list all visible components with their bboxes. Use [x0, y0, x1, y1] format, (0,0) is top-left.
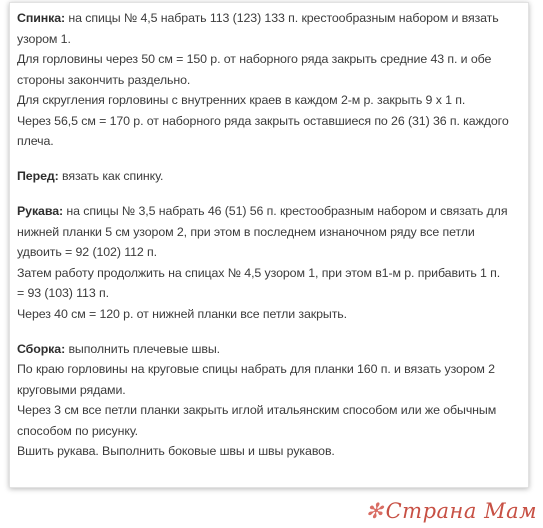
star-icon: ✻	[365, 499, 384, 523]
section-heading: Перед:	[17, 169, 59, 183]
paragraph: Через 40 см = 120 р. от нижней планки все петли закрыть.	[17, 306, 347, 321]
section-heading: Сборка:	[17, 341, 66, 356]
paragraph-text: на спицы № 3,5 набрать 46 (51) 56 п. крестообразным набором и связать для нижней планки 5 см узором 2, при этом в последнем изнаночном ряду все петли удвоить = 92 (102) 112 п.	[17, 204, 508, 259]
section-assembly	[17, 339, 524, 462]
section-heading: Спинка:	[17, 11, 66, 25]
section-back	[17, 8, 524, 152]
paragraph	[17, 201, 524, 263]
paragraph	[17, 8, 524, 49]
paragraph-text: на спицы № 4,5 набрать 113 (123) 133 п. крестообразным набором и вязать узором 1.	[17, 11, 499, 46]
section-sleeves	[17, 201, 524, 324]
paragraph-text: выполнить плечевые швы.	[68, 341, 220, 356]
paragraph: Затем работу продолжить на спицах № 4,5 узором 1, при этом в1-м р. прибавить 1 п. = 93 (103) 113 п.	[17, 265, 501, 300]
watermark-text: Страна Мам	[385, 499, 537, 523]
paragraph: По краю горловины на круговые спицы набрать для планки 160 п. и вязать узором 2 круговыми рядами.	[17, 362, 495, 397]
paragraph: Через 56,5 см = 170 р. от наборного ряда закрыть оставшиеся по 26 (31) 36 п. каждого плеча.	[17, 113, 509, 148]
paragraph: Через 3 см все петли планки закрыть иглой итальянским способом или же обычным способом по рисунку.	[17, 403, 497, 438]
paragraph: Для горловины через 50 см = 150 р. от наборного ряда закрыть средние 43 п. и обе стороны закончить раздельно.	[17, 52, 492, 87]
paragraph	[17, 166, 524, 187]
instructions-text	[17, 8, 524, 462]
paragraph: Для скругления горловины с внутренних краев в каждом 2-м р. закрыть 9 х 1 п.	[17, 93, 466, 107]
site-watermark	[365, 499, 537, 523]
paragraph-text: вязать как спинку.	[62, 169, 164, 183]
paragraph	[17, 339, 524, 360]
section-front	[17, 166, 524, 187]
section-heading: Рукава:	[17, 204, 64, 218]
paragraph: Вшить рукава. Выполнить боковые швы и швы рукавов.	[17, 444, 335, 458]
instructions-card	[9, 2, 529, 488]
